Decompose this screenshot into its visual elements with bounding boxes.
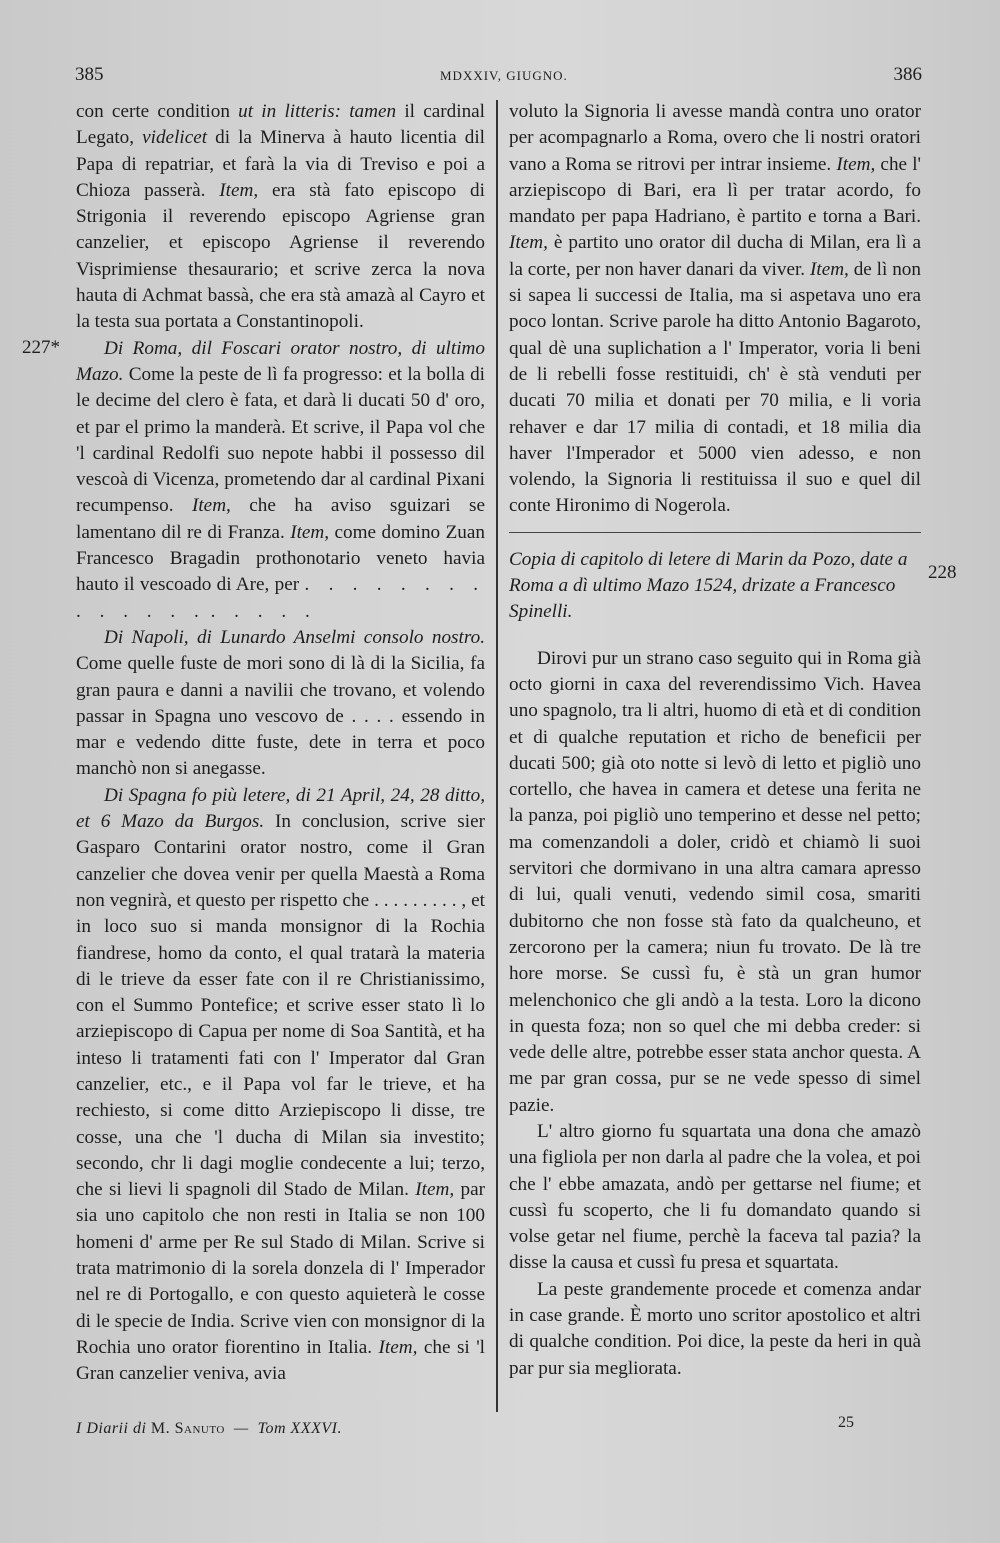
footer-author: Sanuto: [174, 1420, 225, 1437]
paragraph: Di Napoli, di Lunardo Anselmi consolo nostro. Come quelle fuste de mori sono di là di la Sicilia, fa gran paura e danni a navilii che trovano, et volendo passar in Spagna uno vescovo de . . . . essendo in mar e vedendo ditte fuste, dete in terra et poco manchò non si anegasse.: [76, 626, 485, 780]
page-footer: [76, 1420, 496, 1438]
paragraph: Dirovi pur un strano caso seguito qui in Roma già octo giorni in caxa del reverendissimo Vich. Havea uno spagnolo, tra li altri, huomo di età et di condition et di qualche reputation et richo de beneficii per ducati 500; già oto notte si levò di letto et pigliò uno cortello, che havea in camera et detese una ferita ne la panza, poi pigliò uno temperino et desse nel petto; ma comenzandoli a doler, cridò et chiamò li suoi servitori che dormivano in una altra camara apresso di lui, quali venuti, vedendo simil cosa, smariti dubitorno che non fosse stà fato da qualcheuno, et zercorono per la camera; niun fu trovato. De là tre hore morse. Se cussì fu, è stà un gran humor melenchonico che gli andò a la testa. Loro la dicono in questa foza; non so quel che mi debba creder: si vede delle altre, potrebbe esser stata anchor questa. A me par gran cossa, pur se ne vede spesso di simel pazie.: [509, 647, 921, 1116]
footer-author-initial: M.: [150, 1420, 171, 1437]
section-divider: [509, 532, 921, 533]
footer-dash: —: [233, 1420, 249, 1437]
paragraph: Di Roma, dil Foscari orator nostro, di ultimo Mazo. Come la peste de lì fa progresso: et la bolla di le decime del clero è fata, et darà li ducati 50 d' oro, et par el primo la manderà. Et scrive, il Papa vol che 'l cardinal Redolfi suo nepote habbi il possesso dil vescoà di Vicenza, prometendo dar al cardinal Pixani recumpenso. Item, che ha aviso sguizari se lamentano dil re di Franza. Item, come domino Zuan Francesco Bragadin prothonotario veneto havia hauto il vescoado di Are, per . . . . . . . . . . . . . . . . . . .: [76, 337, 486, 622]
page-number-right: 386: [893, 64, 922, 85]
paragraph: Di Spagna fo più letere, di 21 April, 24, 28 ditto, et 6 Mazo da Burgos. In conclusion, scrive sier Gasparo Contarini orator nostro, come il Gran canzelier che dovea venir per quella Maestà a Roma non vegnirà, et questo per rispetto che . . . . . . . . . , et in loco suo si manda monsignor di la Rochia fiandrese, homo da conto, el qual tratarà la materia di le trieve da esser fate con il re Christianissimo, con el Summo Pontefice; et scrive esser stato lì lo arziepiscopo di Capua per nome di Soa Santità, et ha inteso li tratamenti fati con l' Imperator dal Gran canzelier, etc., e il Papa vol far le trieve, et ha rechiesto, si come ditto Arziepiscopo li disse, tre cosse, una che 'l ducha di Milan sia investito; secondo, chr li dagi moglie condecente a lui; terzo, che si lievi li spagnoli dil Stado de Milan. Item, par sia uno capitolo che non resti in Italia se non 100 homeni d' arme per Re sul Stado di Milan. Scrive si trata matrimonio di la sorela donzela di l' Imperador nel re di Portogallo, e con questo aquieterà le cosse di le specie de India. Scrive vien con monsignor di la Rochia uno orator fiorentino in Italia. Item, che si 'l Gran canzelier veniva, avia: [76, 784, 485, 1385]
footer-tome: Tom XXXVI.: [257, 1420, 342, 1437]
running-title: MDXXIV, GIUGNO.: [440, 68, 568, 83]
paragraph: con certe condition ut in litteris: tamen il cardinal Legato, videlicet di la Minerva à hauto licentia dil Papa di repatriar, et farà la via di Treviso e poi a Chioza passerà. Item, era stà fato episcopo di Strigonia il reverendo episcopo Agriense gran canzelier, et episcopo Agriense il reverendo Visprimiense thesaurario; et scrive zerca la nova hauta di Achmat bassà, che era stà amazà al Cayro et la testa sua portata a Constantinopoli.: [76, 101, 486, 333]
section-heading: Copia di capitolo di letere di Marin da Pozo, date a Roma a dì ultimo Mazo 1524, drizate a Francesco Spinelli.: [509, 548, 908, 623]
paragraph: L' altro giorno fu squartata una dona che amazò una figliola per non darla al padre che la volea, et poi che l' ebbe amazata, andò per gettarse nel fiume; et cussì fu scoperto, che li fu domandato quando si volse getar nel fiume, perchè la faceva tal pazia? la disse la causa et cussì fu presa et squartata.: [509, 1120, 921, 1274]
margin-number-left: 227*: [22, 337, 60, 358]
paragraph: La peste grandemente procede et comenza andar in case grande. È morto uno scritor apostolico et altri di qualche condition. Poi dice, la peste da heri in quà par pur sia megliorata.: [509, 1278, 921, 1379]
right-column: [509, 99, 921, 1382]
column-rule: [496, 100, 498, 1412]
page-header: [0, 64, 1000, 94]
margin-number-right: 228: [928, 562, 957, 583]
signature-mark: 25: [838, 1414, 854, 1431]
paragraph: voluto la Signoria li avesse mandà contra uno orator per acompagnarlo a Roma, overo che li nostri oratori vano a Roma se ritrovi per intrar insieme. Item, che l' arziepiscopo di Bari, era lì per tratar acordo, fo mandato per papa Hadriano, è partito e torna a Bari. Item, è partito uno orator dil ducha di Milan, era lì a la corte, per non haver danari da viver. Item, de lì non si sapea li successi de Italia, ma si aspetava uno era poco lontan. Scrive parole ha ditto Antonio Bagaroto, qual dè una suplichation a l' Imperator, voria li beni de li rebelli fosse restituidi, ch' è stà venduti per ducati 70 milia et donati per 70 milia, e li voria rehaver e dar 17 milia di contadi, et 18 milia dia haver l'Imperador et 5000 vien adesso, e non volendo, la Signoria li restituissa il suo e quel dil conte Hironimo di Nogerola.: [509, 101, 921, 517]
footer-prefix: I Diarii di: [76, 1420, 147, 1437]
page-number-left: 385: [75, 64, 104, 85]
left-column: [76, 99, 485, 1388]
